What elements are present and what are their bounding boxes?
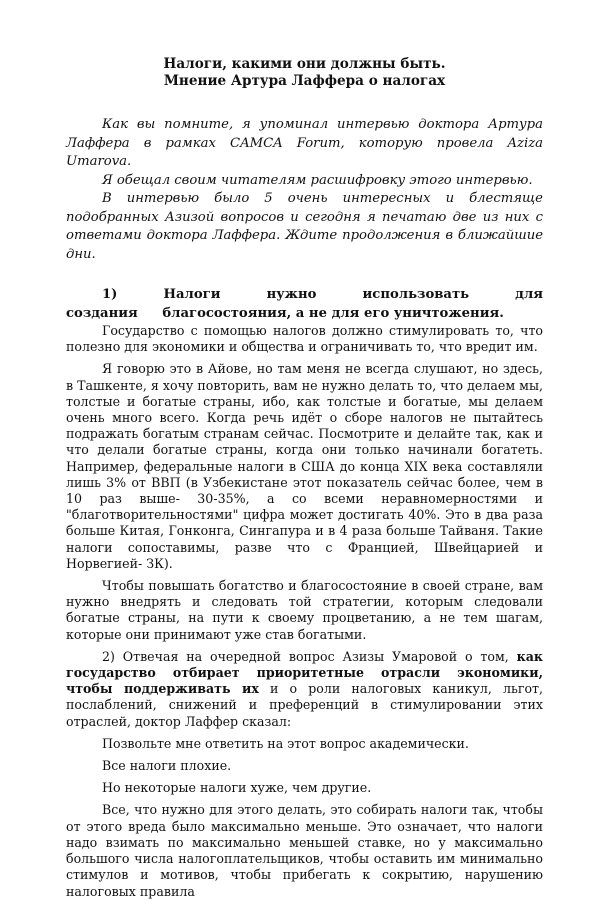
intro-paragraph-1: Как вы помните, я упоминал интервью доктора Артура Лаффера в рамках CAMCA Forum, которую провела Aziza Umarova. (66, 117, 543, 169)
section-1-heading (66, 286, 543, 323)
section-2-bold-question: как государство отбирает приоритетные отрасли экономики, чтобы поддерживать их (66, 648, 543, 697)
quote-line-2: Все налоги плохие. (102, 758, 232, 774)
intro-paragraph-2: Я обещал своим читателям расшифровку этого интервью. (102, 172, 533, 188)
section-1-paragraph-2: Я говорю это в Айове, но там меня не всегда слушают, но здесь, в Ташкенте, я хочу повторить, вам не нужно делать то, что делаем мы, толстые и богатые страны, ибо, как толстые и богатые, мы делаем очень много всего. Когда речь идёт о сборе налогов не пытайтесь подражать богатым странам сейчас. Посмотрите и делайте так, как и что делали богатые страны, когда они только начинали богатеть. Например, федеральные налоги в США до конца XIX века составляли лишь 3% от ВВП (в Узбекистане этот показатель сейчас более, чем в 10 раз выше- 30-35%, а со всеми неравномерностями и "благотворительностями" цифра может достигать 40%. Это в два раза больше Китая, Гонконга, Сингапура и в 4 раза больше Тайваня. Такие налоги сопоставимы, разве что с Францией, Швейцарией и Норвегией- ЗК). (66, 361, 543, 571)
section-1-heading-line-1: 1) Налоги нужно использовать для создания (66, 287, 543, 321)
title-line-2: Мнение Артура Лаффера о налогах (163, 73, 446, 89)
section-2-intro-start: 2) Отвечая на очередной вопрос Азизы Умаровой о том, (102, 648, 517, 664)
body-text (66, 323, 543, 900)
section-1-paragraph-1: Государство с помощью налогов должно стимулировать то, что полезно для экономики и общества и ограничивать то, что вредит им. (66, 323, 543, 355)
document-title (66, 56, 543, 90)
quote-line-3: Но некоторые налоги хуже, чем другие. (102, 780, 372, 796)
intro-block (66, 116, 543, 264)
title-line-1: Налоги, какими они должны быть. (163, 56, 446, 72)
section-2-intro (66, 649, 543, 730)
quote-line-1: Позвольте мне ответить на этот вопрос академически. (102, 735, 469, 751)
intro-paragraph-3: В интервью было 5 очень интересных и блестяще подобранных Азизой вопросов и сегодня я печатаю две из них с ответами доктора Лаффера. Ждите продолжения в ближайшие дни. (66, 191, 543, 262)
section-1-paragraph-3: Чтобы повышать богатство и благосостояние в своей стране, вам нужно внедрять и следовать той стратегии, которым следовали богатые страны, на пути к своему процветанию, а не тем шагам, которые они принимают уже став богатыми. (66, 578, 543, 642)
section-1-heading-line-2: благосостояния, а не для его уничтожения. (162, 305, 504, 321)
section-2-intro-end: и о роли налоговых каникул, льгот, послаблений, снижений и преференций в стимулировании этих отраслей, доктор Лаффер сказал: (66, 681, 544, 729)
section-2-last-paragraph: Все, что нужно для этого делать, это собирать налоги так, чтобы от этого вреда было максимально меньше. Это означает, что налоги надо взимать по максимально меньшей ставке, но у максимально большого числа налогоплательщиков, чтобы оставить им минимально стимулов и мотивов, чтобы прибегать к сокрытию, нарушению налоговых правила (66, 802, 543, 899)
